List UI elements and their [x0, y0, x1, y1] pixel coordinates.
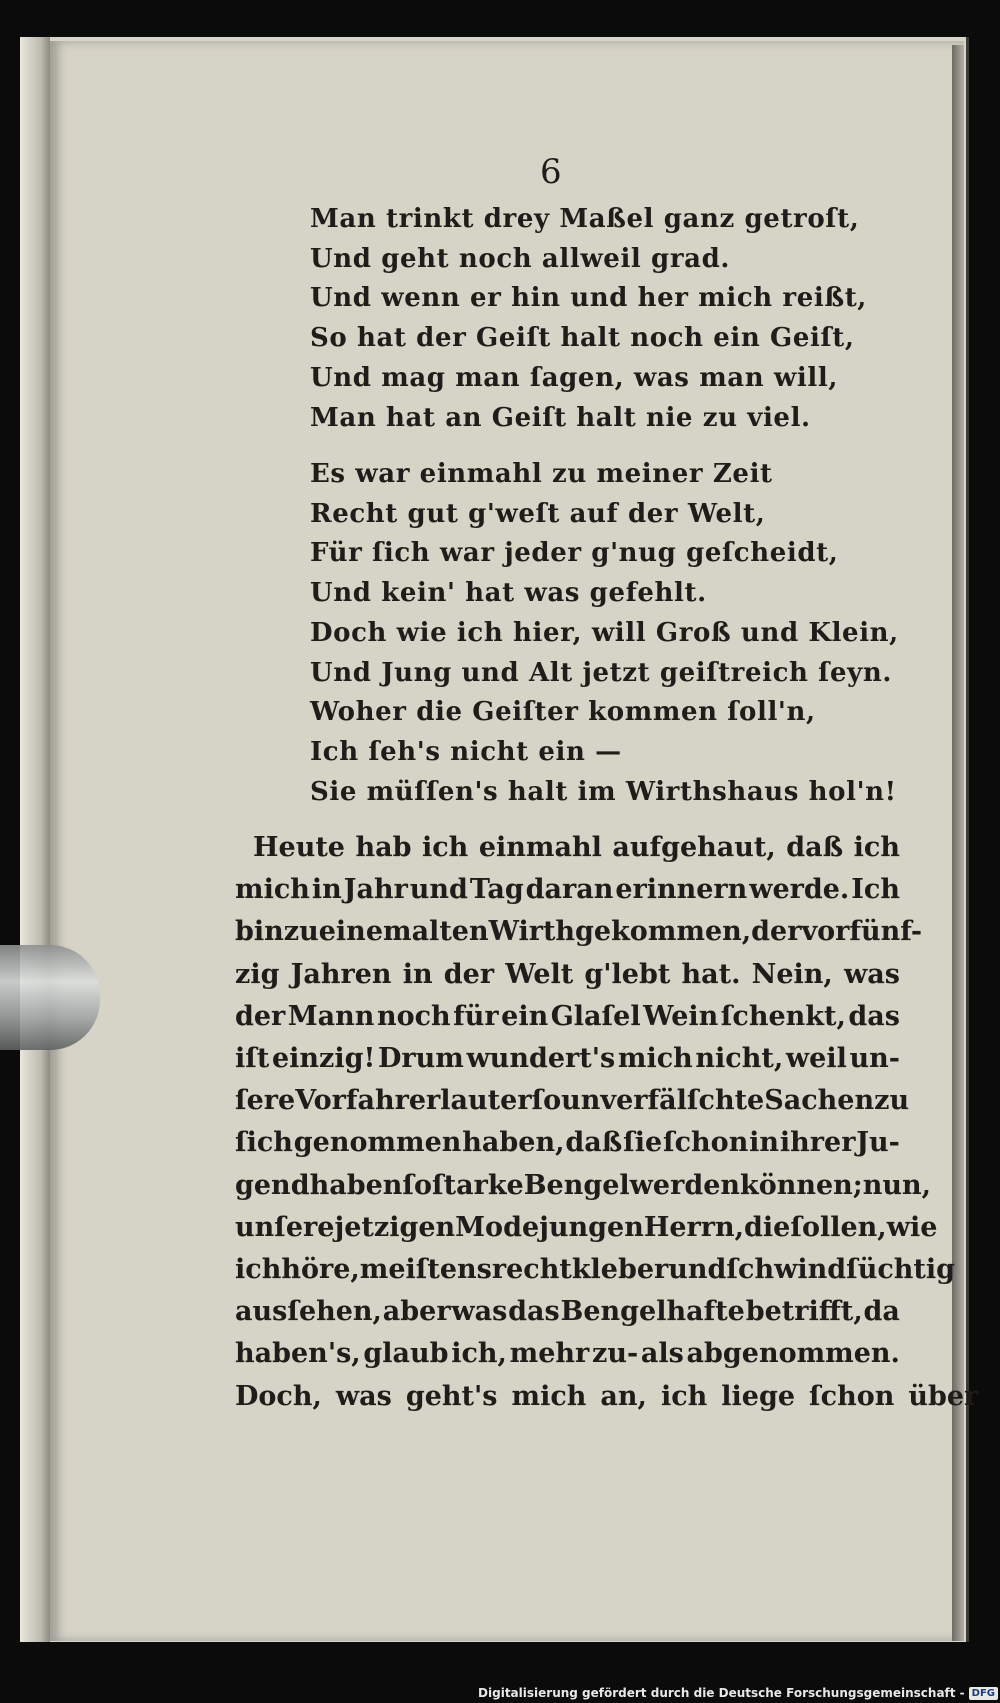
verse-line: Man hat an Geiſt halt nie zu viel. [310, 402, 811, 433]
prose-line [235, 869, 900, 911]
prose-word: ſchon [663, 1127, 749, 1159]
book-spine [20, 37, 50, 1642]
prose-line [235, 1122, 900, 1164]
prose-word: aber [382, 1296, 451, 1328]
prose-word: was [451, 1296, 508, 1328]
prose-word: hab [355, 832, 412, 863]
prose-word: die [744, 1211, 791, 1243]
prose-word: mehr [509, 1338, 590, 1370]
prose-word: in [311, 874, 342, 906]
prose-word: Bengel [523, 1169, 630, 1201]
prose-word: erinnern [615, 874, 748, 906]
prose-word: ich [853, 832, 900, 863]
prose-word: Tag [469, 874, 524, 906]
prose-word: liege [721, 1380, 796, 1412]
credit-text: Digitalisierung gefördert durch die Deutsche Forschungsgemeinschaft - [478, 1686, 965, 1700]
prose-line [235, 1249, 956, 1291]
prose-word: werden [629, 1169, 741, 1201]
prose-word: Mode [455, 1211, 540, 1243]
prose-word: haben, [462, 1127, 565, 1159]
prose-word: haben's, [235, 1338, 361, 1370]
prose-word: hat. [681, 958, 741, 990]
prose-word: über [908, 1380, 979, 1412]
prose-line [235, 1038, 900, 1080]
prose-word: in [749, 1127, 780, 1159]
prose-word: Wirth [488, 916, 576, 948]
prose-line [235, 1165, 932, 1207]
prose-word: da [863, 1296, 900, 1328]
verse-line: Und Jung und Alt jetzt geiſtreich ſeyn. [310, 657, 892, 688]
prose-word: einmahl [478, 832, 602, 863]
verse-line: Und mag man ſagen, was man will, [310, 362, 838, 393]
prose-word: wie [886, 1211, 938, 1243]
verse-line: Ich ſeh's nicht ein — [310, 736, 622, 767]
verse-line: Doch wie ich hier, will Groß und Klein, [310, 617, 899, 648]
prose-word: Welt [505, 958, 574, 990]
digitization-credit [478, 1683, 1000, 1703]
prose-word: Bengelhafte [560, 1296, 745, 1328]
verse-line: Für ſich war jeder g'nug geſcheidt, [310, 538, 839, 569]
prose-word: ich, [451, 1338, 507, 1370]
prose-word: Jahr [343, 874, 408, 906]
prose-word: ich [421, 832, 469, 863]
prose-word: zu [283, 916, 319, 948]
prose-word: für [453, 1000, 499, 1032]
prose-word: gend [235, 1169, 310, 1201]
prose-line [235, 1080, 910, 1122]
prose-line [235, 827, 900, 869]
prose-word: der [443, 958, 495, 990]
prose-word: kleber [571, 1254, 669, 1286]
verse-stanza-1 [310, 200, 870, 438]
prose-word: und [409, 874, 468, 906]
prose-word: in [402, 958, 433, 990]
prose-word: jetzigen [334, 1211, 456, 1243]
prose-line [235, 1291, 900, 1333]
prose-word: ſere [235, 1085, 296, 1117]
prose-word: Heute [253, 832, 345, 863]
prose-line [235, 954, 900, 996]
prose-word: ich [660, 1380, 708, 1412]
prose-word: geht's [405, 1380, 498, 1412]
prose-word: der [235, 1000, 286, 1032]
prose-word: an, [600, 1380, 647, 1412]
prose-word: recht [491, 1254, 572, 1286]
prose-word: Ju- [856, 1127, 900, 1159]
prose-word: höre, [281, 1254, 360, 1286]
page-number: 6 [540, 152, 562, 192]
prose-word: bin [235, 916, 284, 948]
prose-word: mich [235, 874, 310, 906]
prose-word: was [335, 1380, 392, 1412]
prose-word: Sachen [764, 1085, 875, 1117]
prose-word: gekommen, [575, 916, 752, 948]
prose-word: das [508, 1296, 560, 1328]
prose-word: ſchwindſüchtig [726, 1254, 956, 1286]
prose-word: ſich [235, 1127, 293, 1159]
verse-line: Recht gut g'weſt auf der Welt, [310, 498, 766, 529]
prose-paragraph [235, 827, 979, 1418]
prose-word: daß [786, 832, 844, 863]
prose-word: un- [849, 1043, 900, 1075]
verse-line: Man trinkt drey Maßel ganz getroſt, [310, 204, 860, 234]
prose-line [235, 1376, 979, 1418]
verse-line: Und kein' hat was gefehlt. [310, 578, 707, 609]
prose-word: zig [235, 958, 280, 990]
prose-word: wundert's [466, 1043, 616, 1075]
prose-word: mich [511, 1380, 587, 1412]
page-clip [0, 945, 100, 1050]
verse-line: Sie müſſen's halt im Wirthshaus hol'n! [310, 776, 897, 807]
prose-word: betrifft, [745, 1296, 863, 1328]
prose-word: jungen [539, 1211, 644, 1243]
prose-word: glaub [363, 1338, 449, 1370]
prose-word: daß [565, 1127, 623, 1159]
prose-word: als [640, 1338, 684, 1370]
prose-word: ich [235, 1254, 282, 1286]
verse-line: Woher die Geiſter kommen ſoll'n, [310, 697, 816, 728]
prose-word: und [668, 1254, 727, 1286]
prose-word: können; [740, 1169, 863, 1201]
prose-line [235, 911, 923, 953]
prose-line [235, 1333, 900, 1375]
prose-word: nicht, [695, 1043, 784, 1075]
prose-word: Doch, [235, 1380, 322, 1412]
verse-stanza-2 [310, 455, 899, 812]
prose-word: ſo [531, 1085, 562, 1117]
prose-word: das [848, 1000, 900, 1032]
prose-word: aufgehaut, [612, 832, 776, 863]
prose-word: einzig! [271, 1043, 376, 1075]
verse-line: So hat der Geiſt halt noch ein Geiſt, [310, 323, 855, 354]
prose-word: Mann [287, 1000, 375, 1032]
verse-line: Und wenn er hin und her mich reißt, [310, 283, 867, 314]
prose-word: fünf- [849, 916, 923, 948]
prose-word: ausſehen, [235, 1296, 382, 1328]
prose-word: g'lebt [584, 958, 671, 990]
prose-word: haben [309, 1169, 403, 1201]
prose-word: nun, [862, 1169, 932, 1201]
prose-word: Herrn, [643, 1211, 745, 1243]
prose-word: der [751, 916, 802, 948]
prose-word: genommen [293, 1127, 462, 1159]
dfg-logo: DFG [969, 1687, 998, 1700]
prose-word: ſollen, [790, 1211, 887, 1243]
prose-word: meiſtens [359, 1254, 492, 1286]
prose-word: abgenommen. [686, 1338, 900, 1370]
prose-word: ein [501, 1000, 549, 1032]
prose-word: Glaſel [550, 1000, 641, 1032]
prose-word: Wein [643, 1000, 719, 1032]
prose-word: einem [318, 916, 412, 948]
prose-word: weil [785, 1043, 847, 1075]
prose-word: Vorfahrer [295, 1085, 441, 1117]
prose-word: Nein, [751, 958, 833, 990]
prose-word: noch [376, 1000, 451, 1032]
prose-word: mich [617, 1043, 693, 1075]
prose-word: Jahren [290, 958, 392, 990]
prose-word: vor [801, 916, 850, 948]
prose-word: ihrer [779, 1127, 856, 1159]
prose-word: unverfälſchte [561, 1085, 765, 1117]
prose-line [235, 1207, 938, 1249]
prose-word: ſchenkt, [720, 1000, 846, 1032]
prose-word: zu- [591, 1338, 639, 1370]
prose-word: Drum [378, 1043, 464, 1075]
prose-word: ſie [623, 1127, 663, 1159]
prose-word: unſere [235, 1211, 335, 1243]
prose-word: zu [874, 1085, 910, 1117]
prose-line [235, 996, 900, 1038]
verse-line: Es war einmahl zu meiner Zeit [310, 459, 773, 489]
prose-word: ſchon [809, 1380, 895, 1412]
prose-word: iſt [235, 1043, 270, 1075]
prose-word: was [843, 958, 900, 990]
prose-word: ſo [402, 1169, 433, 1201]
verse-line: Und geht noch allweil grad. [310, 243, 731, 274]
prose-word: lauter [440, 1085, 532, 1117]
prose-word: daran [525, 874, 614, 906]
prose-word: werde. [749, 874, 850, 906]
prose-word: ſtarke [432, 1169, 524, 1201]
prose-word: alten [411, 916, 489, 948]
prose-word: Ich [851, 874, 900, 906]
